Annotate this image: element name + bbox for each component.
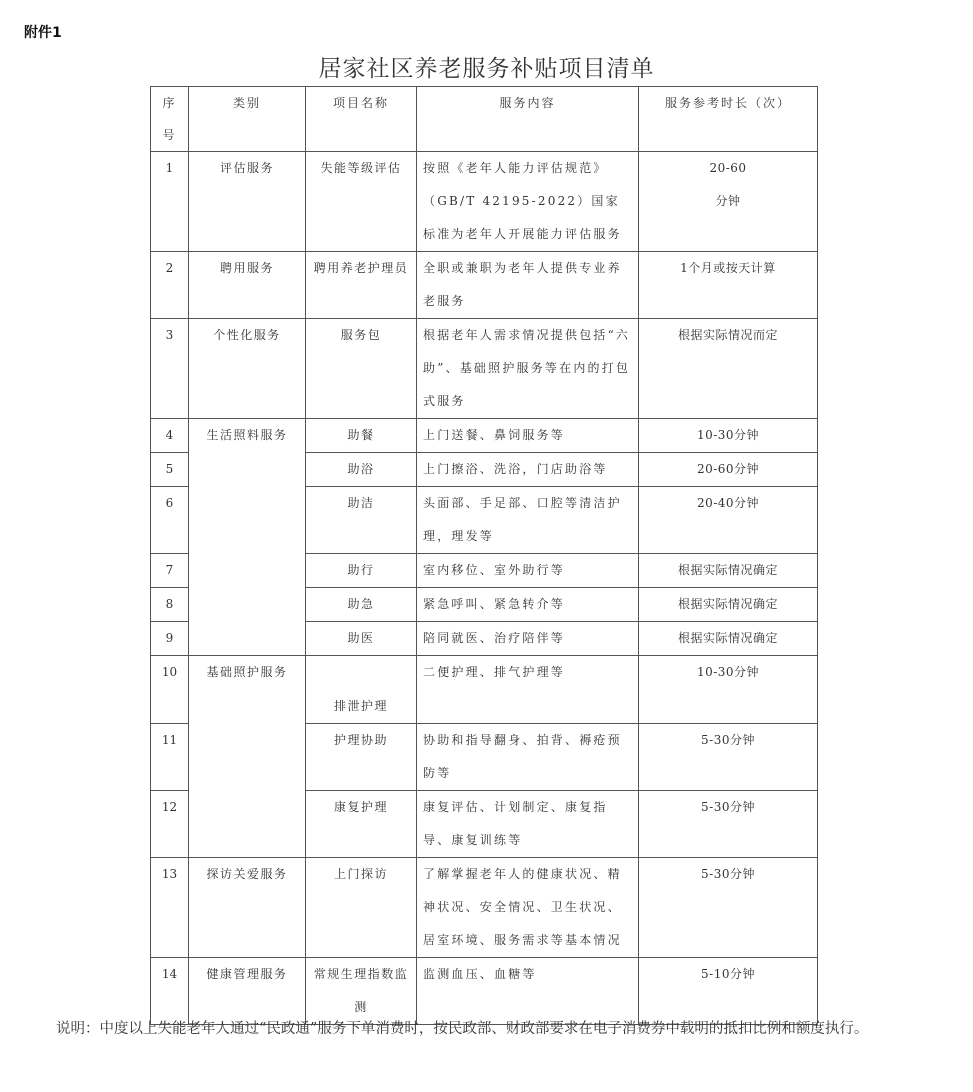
- row-content: 上门擦浴、洗浴，门店助浴等: [417, 453, 639, 487]
- row-duration: 5-30分钟: [639, 724, 818, 791]
- row-number: 2: [151, 252, 189, 319]
- row-content: 紧急呼叫、紧急转介等: [417, 588, 639, 622]
- row-content: 监测血压、血糖等: [417, 958, 639, 1025]
- row-category: 健康管理服务: [189, 958, 306, 1025]
- row-duration: 1个月或按天计算: [639, 252, 818, 319]
- header-content: 服务内容: [417, 87, 639, 152]
- row-duration: 5-10分钟: [639, 958, 818, 1025]
- table-header-row: [151, 87, 818, 152]
- row-content: 康复评估、计划制定、康复指导、康复训练等: [417, 791, 639, 858]
- table-row: [151, 858, 818, 958]
- row-item: 服务包: [306, 319, 417, 419]
- row-duration: 根据实际情况而定: [639, 319, 818, 419]
- row-content: 陪同就医、治疗陪伴等: [417, 622, 639, 656]
- row-item: 上门探访: [306, 858, 417, 958]
- row-content: 上门送餐、鼻饲服务等: [417, 419, 639, 453]
- row-number: 7: [151, 554, 189, 588]
- row-duration: 20-60分钟: [639, 453, 818, 487]
- row-content: 头面部、手足部、口腔等清洁护理，理发等: [417, 487, 639, 554]
- document-title: 居家社区养老服务补贴项目清单: [318, 56, 655, 82]
- row-content: 根据老年人需求情况提供包括“六助”、基础照护服务等在内的打包式服务: [417, 319, 639, 419]
- row-item: 助洁: [306, 487, 417, 554]
- row-duration: 20-60 分钟: [639, 152, 818, 252]
- row-number: 10: [151, 656, 189, 724]
- row-item: 失能等级评估: [306, 152, 417, 252]
- row-content: 全职或兼职为老年人提供专业养老服务: [417, 252, 639, 319]
- header-seq: 序 号: [151, 87, 189, 152]
- row-duration: 10-30分钟: [639, 656, 818, 724]
- row-number: 14: [151, 958, 189, 1025]
- row-category: 基础照护服务: [189, 656, 306, 858]
- subsidy-items-table: [150, 86, 818, 1025]
- row-item: 常规生理指数监测: [306, 958, 417, 1025]
- row-item: 助医: [306, 622, 417, 656]
- row-item: 助餐: [306, 419, 417, 453]
- row-item: 助浴: [306, 453, 417, 487]
- row-duration: 5-30分钟: [639, 858, 818, 958]
- row-item: 助急: [306, 588, 417, 622]
- header-category: 类别: [189, 87, 306, 152]
- row-number: 9: [151, 622, 189, 656]
- row-content: 二便护理、排气护理等: [417, 656, 639, 724]
- row-number: 3: [151, 319, 189, 419]
- row-number: 12: [151, 791, 189, 858]
- row-number: 8: [151, 588, 189, 622]
- row-item: 护理协助: [306, 724, 417, 791]
- row-category: 聘用服务: [189, 252, 306, 319]
- row-duration: 10-30分钟: [639, 419, 818, 453]
- row-duration: 根据实际情况确定: [639, 588, 818, 622]
- table-row: [151, 419, 818, 453]
- header-item-name: 项目名称: [306, 87, 417, 152]
- row-category: 评估服务: [189, 152, 306, 252]
- row-category: 生活照料服务: [189, 419, 306, 656]
- row-content: 按照《老年人能力评估规范》（GB/T 42195-2022）国家标准为老年人开展能力评估服务: [417, 152, 639, 252]
- explanatory-note: 说明：中度以上失能老年人通过“民政通”服务下单消费时，按民政部、财政部要求在电子消费券中载明的抵扣比例和额度执行。: [56, 1021, 869, 1037]
- table-row: [151, 252, 818, 319]
- table-row: [151, 656, 818, 724]
- row-item: 康复护理: [306, 791, 417, 858]
- table-row: [151, 152, 818, 252]
- header-duration: 服务参考时长（次）: [639, 87, 818, 152]
- row-duration: 5-30分钟: [639, 791, 818, 858]
- row-item: 排泄护理: [306, 656, 417, 724]
- attachment-label: 附件1: [24, 25, 62, 41]
- row-category: 探访关爱服务: [189, 858, 306, 958]
- row-duration: 根据实际情况确定: [639, 554, 818, 588]
- row-number: 6: [151, 487, 189, 554]
- row-item: 聘用养老护理员: [306, 252, 417, 319]
- row-duration: 根据实际情况确定: [639, 622, 818, 656]
- row-number: 11: [151, 724, 189, 791]
- row-content: 了解掌握老年人的健康状况、精神状况、安全情况、卫生状况、居室环境、服务需求等基本情况: [417, 858, 639, 958]
- row-duration: 20-40分钟: [639, 487, 818, 554]
- row-category: 个性化服务: [189, 319, 306, 419]
- row-number: 13: [151, 858, 189, 958]
- row-number: 5: [151, 453, 189, 487]
- row-number: 1: [151, 152, 189, 252]
- row-item: 助行: [306, 554, 417, 588]
- row-number: 4: [151, 419, 189, 453]
- table-row: [151, 319, 818, 419]
- row-content: 室内移位、室外助行等: [417, 554, 639, 588]
- row-content: 协助和指导翻身、拍背、褥疮预防等: [417, 724, 639, 791]
